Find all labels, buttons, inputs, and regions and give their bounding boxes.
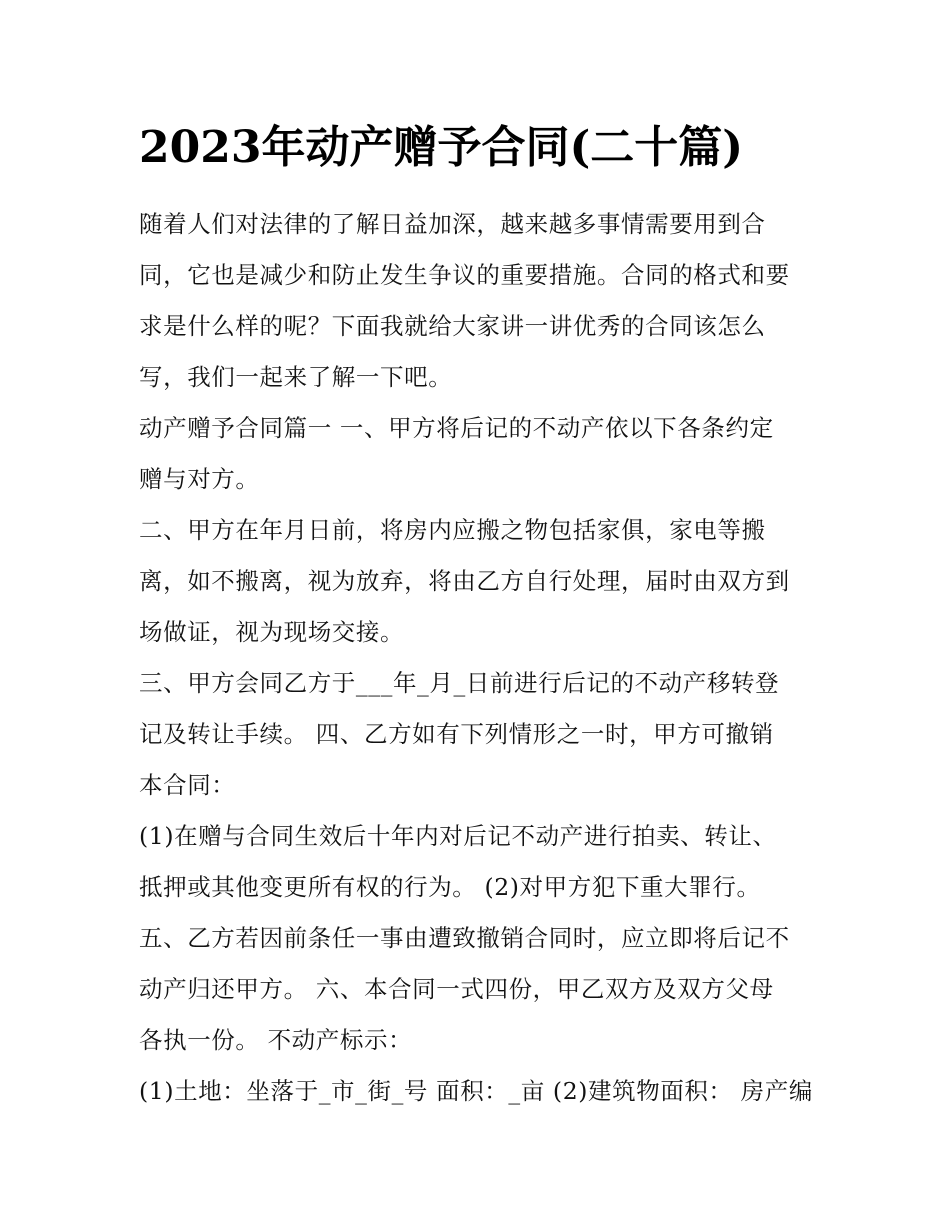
text-line: 求是什么样的呢？下面我就给大家讲一讲优秀的合同该怎么: [139, 312, 766, 340]
text-line: 二、甲方在年月日前，将房内应搬之物包括家俱，家电等搬: [139, 516, 766, 544]
text-line: 动产赠予合同篇一 一、甲方将后记的不动产依以下各条约定: [139, 414, 774, 442]
text-line: 抵押或其他变更所有权的行为。 (2)对甲方犯下重大罪行。: [139, 873, 761, 901]
text-line: 赠与对方。: [139, 465, 260, 493]
text-line: 写，我们一起来了解一下吧。: [139, 363, 453, 391]
text-line: 各执一份。 不动产标示：: [139, 1026, 413, 1054]
text-line: 本合同：: [139, 771, 236, 799]
document-body: [139, 199, 811, 1117]
text-line: 同，它也是减少和防止发生争议的重要措施。合同的格式和要: [139, 261, 790, 289]
text-line: (1)土地：坐落于_市_街_号 面积：_亩 (2)建筑物面积： 房产编: [139, 1077, 813, 1105]
document-title: 2023年动产赠予合同(二十篇): [139, 122, 744, 173]
text-line: 场做证，视为现场交接。: [139, 618, 405, 646]
text-line: (1)在赠与合同生效后十年内对后记不动产进行拍卖、转让、: [139, 822, 777, 850]
text-line: 随着人们对法律的了解日益加深，越来越多事情需要用到合: [139, 210, 766, 238]
text-line: 三、甲方会同乙方于___年_月_日前进行后记的不动产移转登: [139, 669, 780, 697]
text-line: 记及转让手续。 四、乙方如有下列情形之一时，甲方可撤销: [139, 720, 774, 748]
text-line: 离，如不搬离，视为放弃，将由乙方自行处理，届时由双方到: [139, 567, 790, 595]
text-line: 动产归还甲方。 六、本合同一式四份，甲乙双方及双方父母: [139, 975, 774, 1003]
text-line: 五、乙方若因前条任一事由遭致撤销合同时，应立即将后记不: [139, 924, 790, 952]
